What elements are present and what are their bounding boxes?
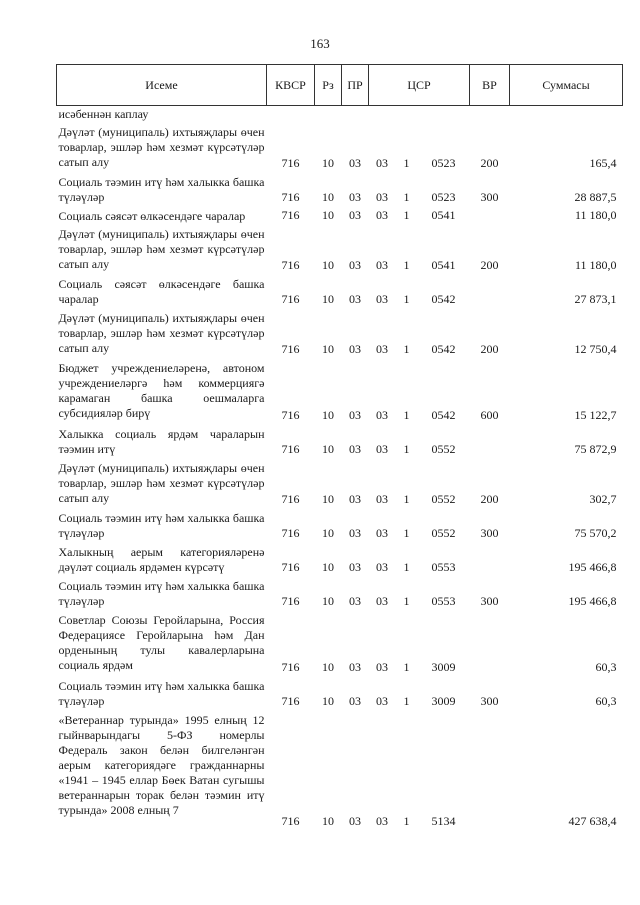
row-csr-part3: 0542 bbox=[431, 292, 456, 306]
row-vr: 300 bbox=[480, 694, 499, 708]
row-csr-part3 bbox=[418, 106, 470, 125]
row-name: Советлар Союзы Геройларына, Россия Федерациясе Геройларына һәм Дан орденының тулы кавалерларына социаль ярдәм bbox=[58, 613, 265, 672]
table-body bbox=[57, 106, 623, 833]
row-sum: 28 887,5 bbox=[574, 190, 617, 204]
row-csr-part2: 1 bbox=[403, 660, 410, 674]
row-csr-part2: 1 bbox=[403, 208, 410, 222]
row-rz: 10 bbox=[322, 258, 334, 272]
table-row bbox=[57, 712, 623, 832]
row-kvsr: 716 bbox=[281, 560, 300, 574]
table-row bbox=[57, 426, 623, 460]
row-csr-part2: 1 bbox=[403, 526, 410, 540]
row-name: Халыкның аерым категорияләренә дәүләт социаль ярдәмен күрсәтү bbox=[58, 545, 265, 574]
row-rz: 10 bbox=[322, 342, 334, 356]
row-pr: 03 bbox=[349, 342, 361, 356]
row-name: Социаль сәясәт өлкәсендәге башка чаралар bbox=[58, 277, 265, 306]
row-pr: 03 bbox=[349, 660, 361, 674]
table-row bbox=[57, 106, 623, 125]
row-sum: 27 873,1 bbox=[574, 292, 617, 306]
row-vr bbox=[470, 426, 510, 460]
table-row bbox=[57, 678, 623, 712]
row-vr bbox=[470, 544, 510, 578]
row-csr-part3: 0553 bbox=[431, 560, 456, 574]
row-rz: 10 bbox=[322, 442, 334, 456]
row-name: Дәүләт (муниципаль) ихтыяҗлары өчен товарлар, эшләр һәм хезмәт күрсәтүләр сатып алу bbox=[58, 125, 265, 169]
row-pr: 03 bbox=[349, 442, 361, 456]
table-row bbox=[57, 226, 623, 276]
row-pr: 03 bbox=[349, 156, 361, 170]
table-row bbox=[57, 578, 623, 612]
row-csr-part2: 1 bbox=[403, 292, 410, 306]
row-kvsr: 716 bbox=[281, 660, 300, 674]
row-pr: 03 bbox=[349, 526, 361, 540]
row-kvsr bbox=[267, 106, 315, 125]
row-csr-part3: 3009 bbox=[431, 694, 456, 708]
row-csr-part3: 0523 bbox=[431, 190, 456, 204]
row-csr-part2: 1 bbox=[403, 560, 410, 574]
row-sum: 75 872,9 bbox=[574, 442, 617, 456]
row-rz: 10 bbox=[322, 694, 334, 708]
row-vr: 200 bbox=[480, 258, 499, 272]
row-pr: 03 bbox=[349, 190, 361, 204]
table-row bbox=[57, 612, 623, 678]
row-vr bbox=[470, 106, 510, 125]
row-csr-part1: 03 bbox=[376, 594, 388, 608]
row-csr-part2: 1 bbox=[403, 594, 410, 608]
row-kvsr: 716 bbox=[281, 694, 300, 708]
row-vr: 300 bbox=[480, 190, 499, 204]
row-rz: 10 bbox=[322, 492, 334, 506]
row-rz: 10 bbox=[322, 814, 334, 828]
row-csr-part2: 1 bbox=[403, 342, 410, 356]
row-csr-part1: 03 bbox=[376, 814, 388, 828]
row-kvsr: 716 bbox=[281, 190, 300, 204]
header-vr: ВР bbox=[470, 65, 510, 106]
row-csr-part1: 03 bbox=[376, 208, 388, 222]
row-name: Социаль тәэмин итү һәм халыкка башка түләүләр bbox=[58, 579, 265, 608]
table-row bbox=[57, 208, 623, 226]
row-pr: 03 bbox=[349, 408, 361, 422]
row-csr-part2: 1 bbox=[403, 408, 410, 422]
row-csr-part1: 03 bbox=[376, 292, 388, 306]
row-csr-part2: 1 bbox=[403, 492, 410, 506]
row-csr-part3: 0541 bbox=[431, 258, 456, 272]
row-csr-part1: 03 bbox=[376, 526, 388, 540]
row-vr: 200 bbox=[480, 492, 499, 506]
row-sum: 195 466,8 bbox=[568, 560, 617, 574]
row-vr bbox=[470, 712, 510, 832]
row-pr: 03 bbox=[349, 814, 361, 828]
row-rz bbox=[315, 106, 342, 125]
header-name: Исеме bbox=[57, 65, 267, 106]
row-rz: 10 bbox=[322, 156, 334, 170]
row-kvsr: 716 bbox=[281, 442, 300, 456]
row-rz: 10 bbox=[322, 292, 334, 306]
row-pr: 03 bbox=[349, 208, 361, 222]
row-name: Халыкка социаль ярдәм чараларын тәэмин итү bbox=[58, 427, 265, 456]
header-csr: ЦСР bbox=[369, 65, 470, 106]
row-sum: 165,4 bbox=[589, 156, 617, 170]
table-row bbox=[57, 360, 623, 426]
row-kvsr: 716 bbox=[281, 156, 300, 170]
row-csr-part1: 03 bbox=[376, 560, 388, 574]
row-pr: 03 bbox=[349, 694, 361, 708]
row-vr: 300 bbox=[480, 526, 499, 540]
row-name: «Ветераннар турында» 1995 елның 12 гыйнварындагы 5-ФЗ номерлы Федераль закон белән билгеләнгән аерым категориядәге гражданнарны «1941 – 1945 еллар Бөек Ватан сугышы ветераннарын торак белән тәэмин итү турында» 2008 елның 7 bbox=[58, 713, 265, 817]
row-pr: 03 bbox=[349, 560, 361, 574]
row-csr-part1: 03 bbox=[376, 660, 388, 674]
row-vr: 200 bbox=[480, 342, 499, 356]
row-sum: 11 180,0 bbox=[574, 208, 617, 222]
row-name: исәбеннән каплау bbox=[58, 107, 149, 121]
row-sum: 75 570,2 bbox=[574, 526, 617, 540]
row-pr: 03 bbox=[349, 594, 361, 608]
row-csr-part2: 1 bbox=[403, 190, 410, 204]
table-row bbox=[57, 174, 623, 208]
row-name: Социаль тәэмин итү һәм халыкка башка түләүләр bbox=[58, 175, 265, 204]
row-name: Дәүләт (муниципаль) ихтыяҗлары өчен товарлар, эшләр һәм хезмәт күрсәтүләр сатып алу bbox=[58, 311, 265, 355]
row-name: Дәүләт (муниципаль) ихтыяҗлары өчен товарлар, эшләр һәм хезмәт күрсәтүләр сатып алу bbox=[58, 461, 265, 505]
row-kvsr: 716 bbox=[281, 408, 300, 422]
row-name: Социаль тәэмин итү һәм халыкка башка түләүләр bbox=[58, 679, 265, 708]
row-vr: 600 bbox=[480, 408, 499, 422]
row-csr-part2: 1 bbox=[403, 694, 410, 708]
row-csr-part3: 0552 bbox=[431, 442, 456, 456]
row-csr-part3: 5134 bbox=[431, 814, 456, 828]
row-kvsr: 716 bbox=[281, 258, 300, 272]
row-name: Дәүләт (муниципаль) ихтыяҗлары өчен товарлар, эшләр һәм хезмәт күрсәтүләр сатып алу bbox=[58, 227, 265, 271]
row-sum: 195 466,8 bbox=[568, 594, 617, 608]
header-kvsr: КВСР bbox=[267, 65, 315, 106]
row-csr-part3: 0542 bbox=[431, 342, 456, 356]
row-csr-part3: 0552 bbox=[431, 492, 456, 506]
row-csr-part3: 0523 bbox=[431, 156, 456, 170]
row-rz: 10 bbox=[322, 208, 334, 222]
row-kvsr: 716 bbox=[281, 526, 300, 540]
row-csr-part1: 03 bbox=[376, 156, 388, 170]
row-sum: 15 122,7 bbox=[574, 408, 617, 422]
row-csr-part3: 0553 bbox=[431, 594, 456, 608]
row-name: Бюджет учреждениеләренә, автоном учреждениеләргә һәм коммерциягә карамаган башка оешмаларга субсидияләр бирү bbox=[58, 361, 265, 420]
header-pr: ПР bbox=[342, 65, 369, 106]
row-rz: 10 bbox=[322, 660, 334, 674]
row-csr-part1: 03 bbox=[376, 442, 388, 456]
row-vr bbox=[470, 276, 510, 310]
row-vr: 200 bbox=[480, 156, 499, 170]
row-vr: 300 bbox=[480, 594, 499, 608]
row-csr-part1 bbox=[369, 106, 396, 125]
row-vr bbox=[470, 208, 510, 226]
table-row bbox=[57, 544, 623, 578]
row-csr-part2: 1 bbox=[403, 156, 410, 170]
row-pr: 03 bbox=[349, 292, 361, 306]
budget-table bbox=[56, 64, 623, 832]
row-pr bbox=[342, 106, 369, 125]
table-row bbox=[57, 124, 623, 174]
row-name: Социаль тәэмин итү һәм халыкка башка түләүләр bbox=[58, 511, 265, 540]
row-sum: 427 638,4 bbox=[568, 814, 617, 828]
row-csr-part1: 03 bbox=[376, 492, 388, 506]
row-vr bbox=[470, 612, 510, 678]
row-csr-part1: 03 bbox=[376, 408, 388, 422]
row-rz: 10 bbox=[322, 560, 334, 574]
row-csr-part3: 0541 bbox=[431, 208, 456, 222]
row-sum: 12 750,4 bbox=[574, 342, 617, 356]
row-csr-part2: 1 bbox=[403, 814, 410, 828]
row-csr-part2: 1 bbox=[403, 442, 410, 456]
row-rz: 10 bbox=[322, 526, 334, 540]
row-csr-part1: 03 bbox=[376, 694, 388, 708]
table-row bbox=[57, 310, 623, 360]
row-kvsr: 716 bbox=[281, 292, 300, 306]
row-sum: 11 180,0 bbox=[574, 258, 617, 272]
header-sum: Суммасы bbox=[510, 65, 623, 106]
row-pr: 03 bbox=[349, 492, 361, 506]
header-rz: Рз bbox=[315, 65, 342, 106]
row-csr-part3: 3009 bbox=[431, 660, 456, 674]
page-number: 163 bbox=[310, 36, 330, 51]
row-name: Социаль сәясәт өлкәсендәге чаралар bbox=[58, 209, 246, 223]
table-row bbox=[57, 510, 623, 544]
row-kvsr: 716 bbox=[281, 492, 300, 506]
table-header-row bbox=[57, 65, 623, 106]
row-kvsr: 716 bbox=[281, 814, 300, 828]
row-sum: 302,7 bbox=[589, 492, 617, 506]
row-kvsr: 716 bbox=[281, 342, 300, 356]
row-kvsr: 716 bbox=[281, 594, 300, 608]
row-rz: 10 bbox=[322, 190, 334, 204]
row-csr-part1: 03 bbox=[376, 190, 388, 204]
row-sum: 60,3 bbox=[595, 694, 617, 708]
row-csr-part2: 1 bbox=[403, 258, 410, 272]
row-sum bbox=[510, 106, 623, 125]
row-csr-part3: 0552 bbox=[431, 526, 456, 540]
row-kvsr: 716 bbox=[281, 208, 300, 222]
row-csr-part3: 0542 bbox=[431, 408, 456, 422]
row-csr-part1: 03 bbox=[376, 258, 388, 272]
row-sum: 60,3 bbox=[595, 660, 617, 674]
row-csr-part2 bbox=[396, 106, 418, 125]
row-csr-part1: 03 bbox=[376, 342, 388, 356]
row-pr: 03 bbox=[349, 258, 361, 272]
row-rz: 10 bbox=[322, 594, 334, 608]
row-rz: 10 bbox=[322, 408, 334, 422]
table-row bbox=[57, 276, 623, 310]
table-row bbox=[57, 460, 623, 510]
